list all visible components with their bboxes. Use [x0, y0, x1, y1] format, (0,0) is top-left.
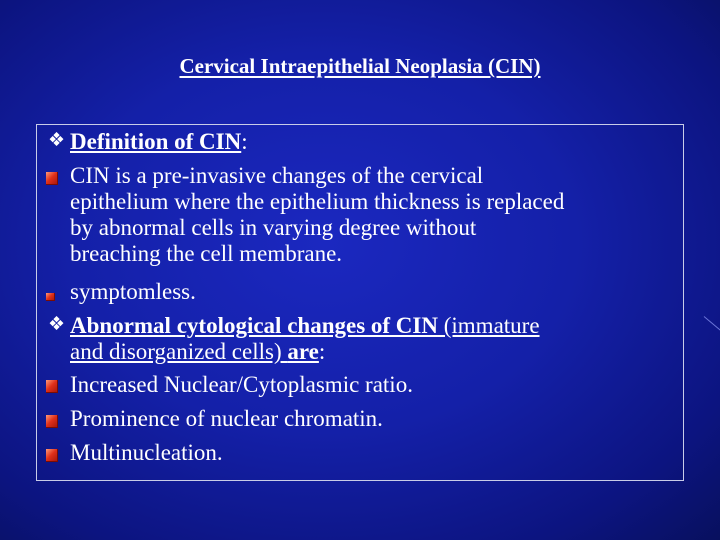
- section2-line2-suffix: :: [318, 339, 326, 364]
- diamond-bullet-icon: ❖: [48, 130, 66, 151]
- red-square-bullet-icon: [46, 415, 58, 428]
- bullet2-text: symptomless.: [70, 279, 196, 304]
- section1-heading: Definition of CIN: [70, 129, 242, 154]
- section1-heading-suffix: :: [241, 129, 248, 154]
- section2-heading-line: [70, 313, 540, 339]
- section2-heading-line-2: [70, 339, 325, 365]
- bullet1-line-2: epithelium where the epithelium thickness is replaced: [70, 189, 565, 214]
- bullet1-line-3: by abnormal cells in varying degree without: [70, 215, 477, 240]
- red-square-bullet-icon: [46, 172, 58, 185]
- diamond-bullet-icon: ❖: [48, 314, 66, 335]
- bullet1-line-1: CIN is a pre-invasive changes of the cervical: [70, 163, 484, 188]
- red-square-bullet-icon: [46, 293, 55, 301]
- section2-bullet-2: Prominence of nuclear chromatin.: [70, 406, 383, 431]
- section2-heading-bold: Abnormal cytological changes of CIN: [70, 313, 438, 338]
- section2-line2-plain: and disorganized cells): [70, 339, 288, 364]
- red-square-bullet-icon: [46, 449, 58, 462]
- red-square-bullet-icon: [46, 380, 58, 393]
- decorative-line: [704, 316, 720, 331]
- section2-bullet-3: Multinucleation.: [70, 440, 223, 465]
- slide-title: Cervical Intraepithelial Neoplasia (CIN): [179, 54, 541, 78]
- section1-heading-line: [70, 129, 248, 155]
- section2-line2-bold: are: [287, 339, 319, 364]
- section2-heading-plain: (immature: [437, 313, 540, 338]
- section2-bullet-1: Increased Nuclear/Cytoplasmic ratio.: [70, 372, 413, 397]
- bullet1-line-4: breaching the cell membrane.: [70, 241, 343, 266]
- content-box: [36, 124, 684, 481]
